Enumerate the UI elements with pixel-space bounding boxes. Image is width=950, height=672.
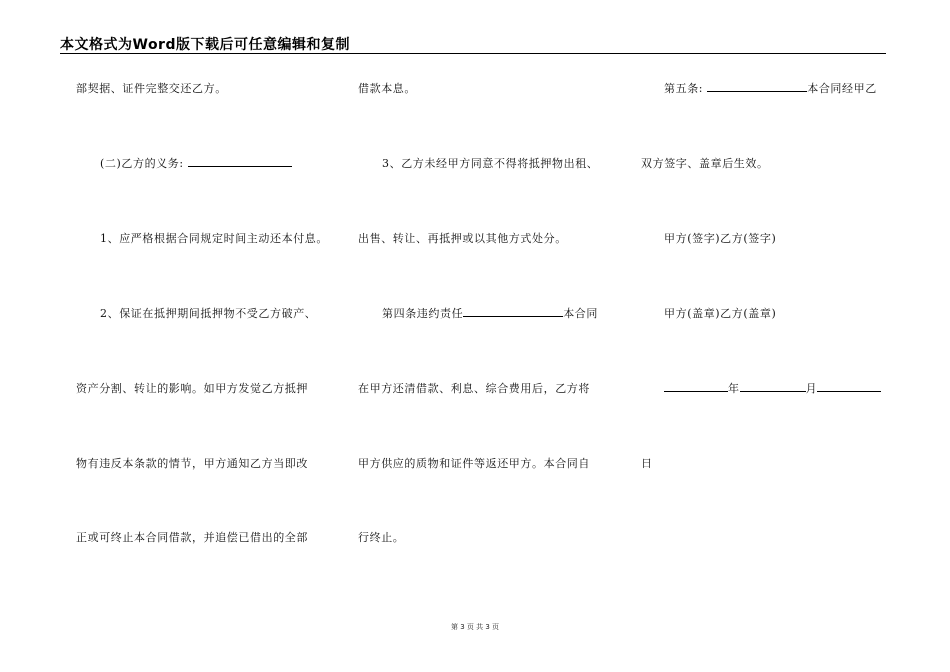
col3-line-1 [664, 80, 877, 96]
obligation-heading: (二)乙方的义务: [100, 157, 184, 170]
col2-line-5: 在甲方还清借款、利息、综合费用后，乙方将 [358, 382, 590, 395]
col3-line-2: 双方签字、盖章后生效。 [641, 157, 769, 170]
col2-line-6: 甲方供应的质物和证件等返还甲方。本合同自 [358, 457, 590, 470]
col1-line-5: 资产分割、转让的影响。如甲方发觉乙方抵押 [76, 382, 308, 395]
col1-line-3: 1、应严格根据合同规定时间主动还本付息。 [100, 232, 328, 245]
blank-line [188, 156, 292, 167]
col1-line-7: 正或可终止本合同借款，并追偿已借出的全部 [76, 531, 308, 544]
col2-line-4 [382, 305, 598, 321]
col1-line-4: 2、保证在抵押期间抵押物不受乙方破产、 [100, 307, 317, 320]
year-label: 年 [728, 382, 740, 395]
col2-line-7: 行终止。 [358, 531, 405, 544]
col1-line-2 [100, 155, 292, 171]
col1-line-1: 部契据、证件完整交还乙方。 [76, 82, 227, 95]
document-header: 本文格式为Word版下载后可任意编辑和复制 [60, 37, 350, 53]
header-rule [60, 53, 886, 54]
signature-line: 甲方(签字)乙方(签字) [664, 232, 777, 245]
blank-line [707, 81, 807, 92]
col1-line-6: 物有违反本条款的情节，甲方通知乙方当即改 [76, 457, 308, 470]
col2-line-2: 3、乙方未经甲方同意不得将抵押物出租、 [382, 157, 599, 170]
col2-line-1: 借款本息。 [358, 82, 416, 95]
breach-text: 本合同 [563, 307, 599, 320]
seal-line: 甲方(盖章)乙方(盖章) [664, 307, 777, 320]
article-five-text: 本合同经甲乙 [807, 82, 877, 95]
day-label: 日 [641, 457, 653, 470]
month-label: 月 [805, 382, 818, 395]
day-blank [817, 381, 881, 392]
page-number: 第 3 页 共 3 页 [450, 623, 500, 631]
year-blank [664, 381, 728, 392]
col2-line-3: 出售、转让、再抵押或以其他方式处分。 [358, 232, 567, 245]
date-line [664, 380, 881, 396]
article-five-heading: 第五条: [664, 82, 704, 95]
month-blank [740, 381, 806, 392]
breach-heading: 第四条违约责任 [382, 307, 464, 320]
blank-line [463, 306, 563, 317]
